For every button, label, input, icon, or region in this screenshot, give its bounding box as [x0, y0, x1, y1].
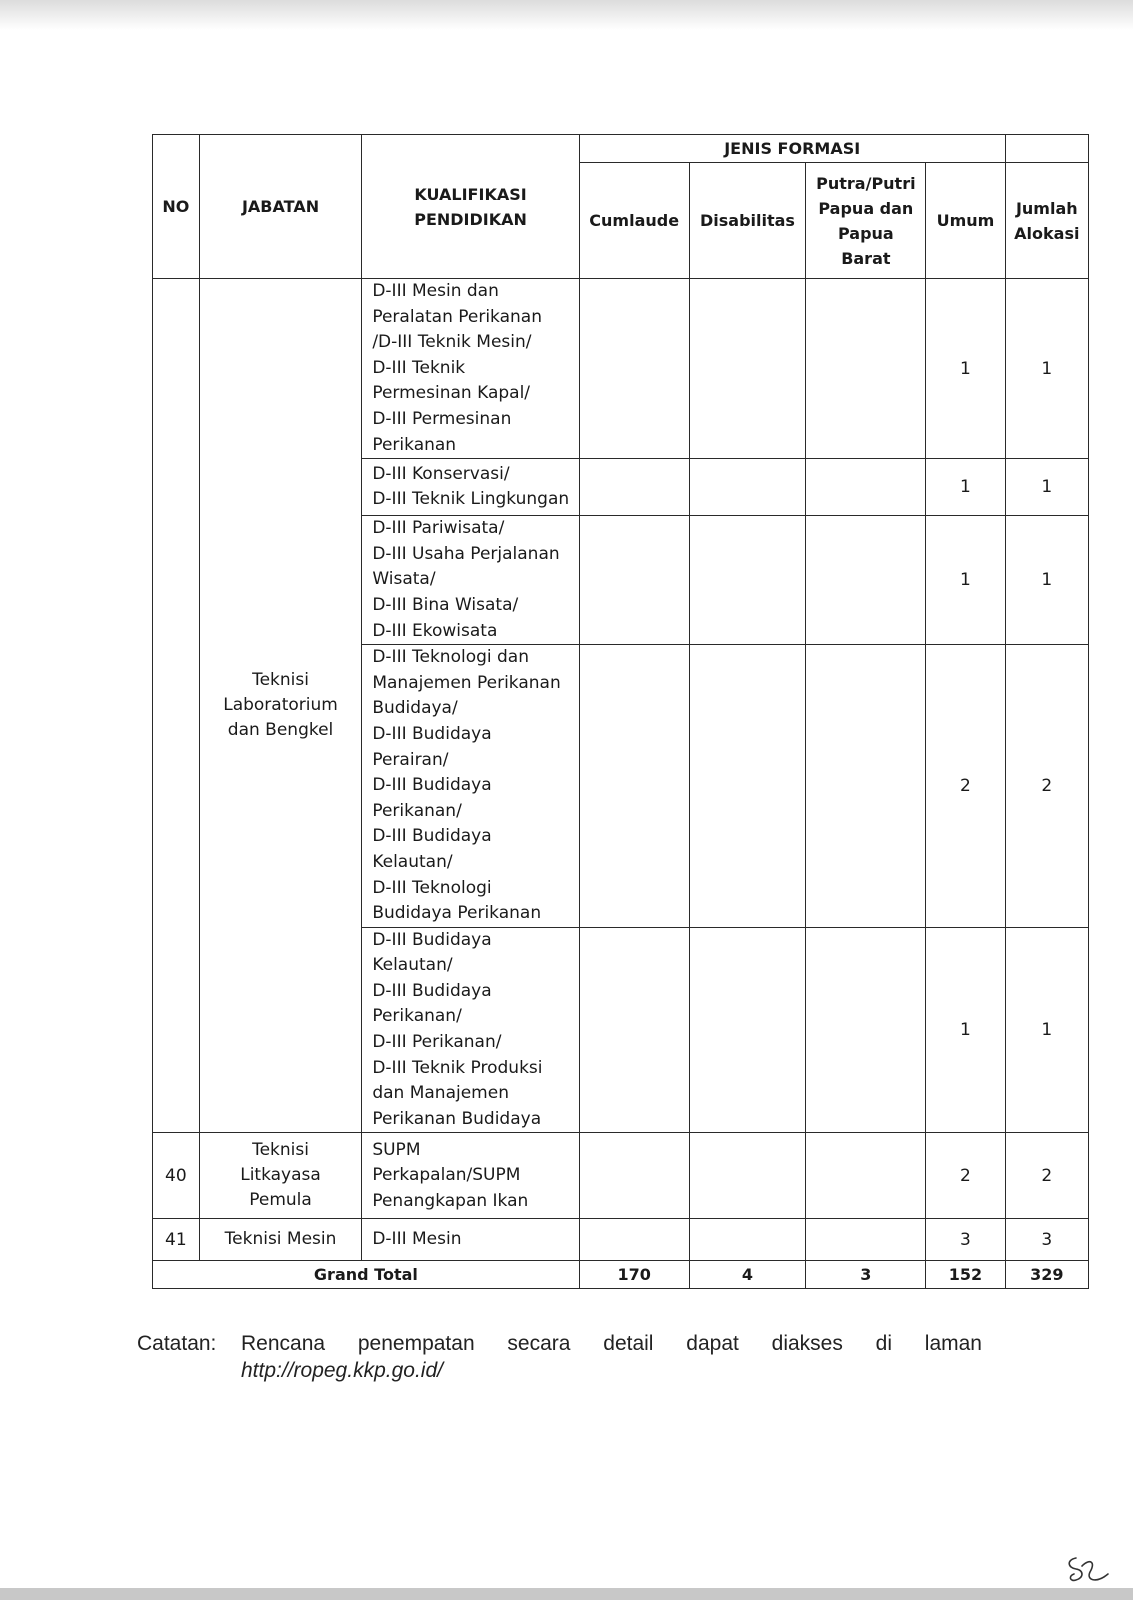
kualifikasi-line: Perikanan/: [372, 800, 462, 821]
grand-total-row: [153, 1261, 1089, 1289]
row-jumlah: 1: [1005, 516, 1088, 645]
kualifikasi-line: Perkapalan/SUPM: [372, 1165, 521, 1186]
jabatan-line: Teknisi: [252, 1140, 309, 1161]
kualifikasi-line: D-III Budidaya: [372, 929, 492, 950]
row-jabatan: Teknisi Mesin: [199, 1219, 362, 1261]
table-row: [153, 1219, 1089, 1261]
kualifikasi-line: D-III Usaha Perjalanan: [372, 543, 560, 564]
scan-shadow-bottom: [0, 1588, 1133, 1600]
row-kualifikasi: D-III Mesin: [362, 1219, 579, 1261]
kualifikasi-line: SUPM: [372, 1139, 421, 1160]
row-papua: [806, 645, 926, 928]
row-cumlaude: [579, 1219, 689, 1261]
row-disabilitas: [689, 459, 806, 516]
kualifikasi-line: D-III Konservasi/: [372, 463, 510, 484]
scan-shadow-top: [0, 0, 1133, 30]
formation-table: [152, 134, 1089, 1289]
jabatan-line: Litkayasa: [240, 1165, 321, 1186]
kualifikasi-line: D-III Teknik: [372, 357, 466, 378]
row-umum: 1: [926, 927, 1005, 1133]
row-cumlaude: [579, 645, 689, 928]
kualifikasi-line: D-III Teknik Produksi: [372, 1057, 543, 1078]
kualifikasi-line: dan Manajemen: [372, 1083, 509, 1104]
row-disabilitas: [689, 1133, 806, 1219]
row-kualifikasi: [362, 516, 579, 645]
row-cumlaude: [579, 279, 689, 459]
grand-total-label: Grand Total: [153, 1261, 580, 1289]
row-umum: 1: [926, 459, 1005, 516]
col-header-no: NO: [153, 135, 200, 279]
kualifikasi-line: Permesinan Kapal/: [372, 383, 531, 404]
kualifikasi-line: Kelautan/: [372, 851, 453, 872]
table-row: [153, 1133, 1089, 1219]
note-text: Rencana penempatan secara detail dapat diakses di laman: [241, 1332, 982, 1355]
kualifikasi-line: D-III Budidaya: [372, 826, 492, 847]
kualifikasi-line: D-III Teknologi dan: [372, 647, 529, 668]
row-disabilitas: [689, 645, 806, 928]
header-blank-cell: [1005, 135, 1088, 163]
row-papua: [806, 1133, 926, 1219]
kualifikasi-line: D-III Perikanan/: [372, 1032, 502, 1053]
row-disabilitas: [689, 1219, 806, 1261]
kualifikasi-line: Perikanan: [372, 434, 457, 455]
kualifikasi-line: D-III Permesinan: [372, 408, 512, 429]
note-url-link[interactable]: http://ropeg.kkp.go.id/: [241, 1359, 443, 1382]
kualifikasi-line: D-III Teknologi: [372, 877, 492, 898]
row-jumlah: 1: [1005, 279, 1088, 459]
kualifikasi-line: D-III Budidaya: [372, 775, 492, 796]
row-papua: [806, 459, 926, 516]
row-jumlah: 3: [1005, 1219, 1088, 1261]
jabatan-line: Teknisi: [252, 670, 309, 691]
paraf-signature-icon: [1062, 1552, 1112, 1592]
col-header-cumlaude: Cumlaude: [579, 163, 689, 279]
row-jabatan: [199, 279, 362, 1133]
kualifikasi-line: Perikanan Budidaya: [372, 1108, 542, 1129]
row-cumlaude: [579, 459, 689, 516]
row-jumlah: 2: [1005, 1133, 1088, 1219]
row-jumlah: 1: [1005, 927, 1088, 1133]
col-header-papua-line: Papua dan: [818, 198, 914, 218]
kualifikasi-line: D-III Mesin dan: [372, 281, 499, 301]
kualifikasi-line: Peralatan Perikanan: [372, 306, 542, 327]
row-papua: [806, 1219, 926, 1261]
row-jumlah: 2: [1005, 645, 1088, 928]
grand-total-papua: 3: [806, 1261, 926, 1289]
col-header-jabatan: JABATAN: [199, 135, 362, 279]
row-no: 40: [153, 1133, 200, 1219]
row-papua: [806, 927, 926, 1133]
kualifikasi-line: Manajemen Perikanan: [372, 672, 561, 693]
kualifikasi-line: D-III Budidaya: [372, 723, 492, 744]
row-papua: [806, 279, 926, 459]
kualifikasi-line: D-III Pariwisata/: [372, 518, 505, 539]
kualifikasi-line: D-III Ekowisata: [372, 620, 498, 641]
kualifikasi-line: /D-III Teknik Mesin/: [372, 332, 532, 353]
grand-total-disabilitas: 4: [689, 1261, 806, 1289]
note: [137, 1330, 982, 1384]
col-header-jumlah-line: Alokasi: [1014, 223, 1080, 243]
jabatan-line: dan Bengkel: [227, 720, 334, 741]
col-header-papua: [806, 163, 926, 279]
row-jabatan: [199, 1133, 362, 1219]
row-kualifikasi: [362, 927, 579, 1133]
row-umum: 1: [926, 516, 1005, 645]
row-kualifikasi: [362, 279, 579, 459]
row-no: [153, 279, 200, 1133]
kualifikasi-line: D-III Budidaya: [372, 980, 492, 1001]
row-papua: [806, 516, 926, 645]
col-header-umum: Umum: [926, 163, 1005, 279]
kualifikasi-line: Budidaya Perikanan: [372, 903, 542, 924]
col-header-papua-line: Putra/Putri: [816, 173, 916, 193]
col-header-jumlah: [1005, 163, 1088, 279]
row-disabilitas: [689, 279, 806, 459]
row-kualifikasi: [362, 1133, 579, 1219]
grand-total-jumlah: 329: [1005, 1261, 1088, 1289]
jabatan-line: Laboratorium: [223, 695, 338, 716]
kualifikasi-line: D-III Bina Wisata/: [372, 594, 519, 615]
table-row: [153, 279, 1089, 459]
col-header-papua-line: Barat: [841, 248, 891, 268]
jabatan-line: Pemula: [249, 1190, 312, 1211]
kualifikasi-line: Kelautan/: [372, 955, 453, 976]
grand-total-umum: 152: [926, 1261, 1005, 1289]
row-cumlaude: [579, 516, 689, 645]
col-header-jenis-formasi: JENIS FORMASI: [579, 135, 1005, 163]
row-umum: 3: [926, 1219, 1005, 1261]
grand-total-cumlaude: 170: [579, 1261, 689, 1289]
col-header-disabilitas: Disabilitas: [689, 163, 806, 279]
row-umum: 1: [926, 279, 1005, 459]
kualifikasi-line: Perairan/: [372, 749, 449, 770]
row-no: 41: [153, 1219, 200, 1261]
row-cumlaude: [579, 1133, 689, 1219]
col-header-kualifikasi-line: PENDIDIKAN: [414, 209, 527, 229]
kualifikasi-line: Wisata/: [372, 569, 436, 590]
col-header-papua-line: Papua: [837, 223, 894, 243]
col-header-kualifikasi-line: KUALIFIKASI: [414, 184, 527, 204]
note-row: [137, 1330, 982, 1357]
row-disabilitas: [689, 927, 806, 1133]
kualifikasi-line: Budidaya/: [372, 698, 458, 719]
kualifikasi-line: D-III Teknik Lingkungan: [372, 489, 570, 510]
col-header-jumlah-line: Jumlah: [1015, 198, 1078, 218]
kualifikasi-line: Perikanan/: [372, 1006, 462, 1027]
kualifikasi-line: Penangkapan Ikan: [372, 1190, 529, 1211]
row-kualifikasi: [362, 645, 579, 928]
row-cumlaude: [579, 927, 689, 1133]
note-label: Catatan:: [137, 1332, 217, 1355]
col-header-kualifikasi: [362, 135, 579, 279]
row-disabilitas: [689, 516, 806, 645]
row-umum: 2: [926, 1133, 1005, 1219]
row-jumlah: 1: [1005, 459, 1088, 516]
row-kualifikasi: [362, 459, 579, 516]
row-umum: 2: [926, 645, 1005, 928]
